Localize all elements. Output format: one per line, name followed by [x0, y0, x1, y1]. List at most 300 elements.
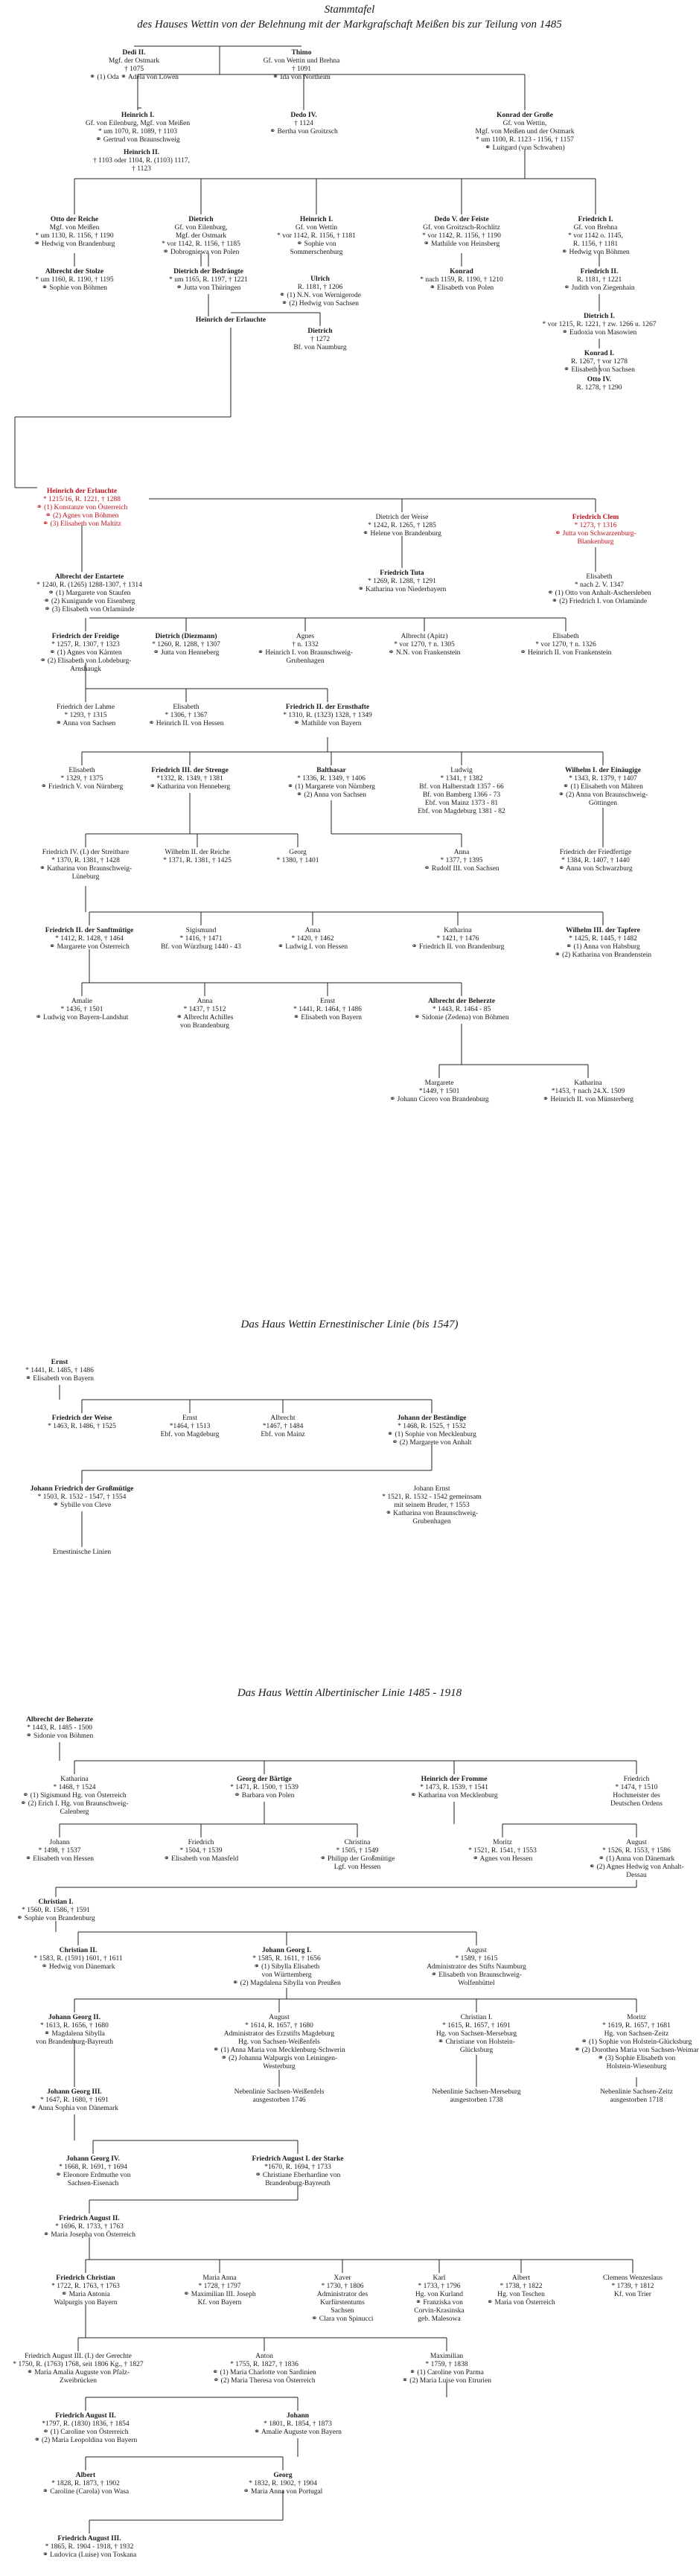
person-detail: Brandenburg-Bayreuth [265, 2180, 331, 2187]
person-detail: ⚭ Dobrogniewa von Polen [162, 249, 240, 256]
person-detail: ⚭ (1) Sophie von Mecklenburg [387, 1431, 476, 1438]
person-detail: * 1416, † 1471 [179, 935, 223, 943]
person-detail: * 1306, † 1367 [165, 712, 208, 719]
person-detail: * 1336, R. 1349, † 1406 [297, 775, 366, 782]
person-detail: * 1341, † 1382 [440, 775, 483, 782]
person-detail: Johann Ernst [413, 1485, 450, 1493]
person-detail: Kf. von Trier [614, 2291, 651, 2298]
person-detail: * um 1070, R. 1089, † 1103 [98, 128, 177, 136]
person-detail: geb. Malesowa [418, 2315, 461, 2323]
person-detail: R. 1278, † 1290 [576, 384, 622, 392]
person-name: Johann Georg I. [261, 1947, 312, 1954]
person-name: Konrad I. [584, 350, 615, 357]
person-name: Konrad der Große [497, 112, 553, 119]
person-name: Dietrich der Bedrängte [173, 268, 243, 275]
person-name: Georg der Bärtige [237, 1776, 292, 1783]
person-name: Friedrich Tuta [380, 570, 424, 577]
person-name: Thimo [291, 49, 312, 57]
person-detail: Hg. von Sachsen-Merseburg [435, 2030, 517, 2038]
person-wilhelm-einaeug [558, 767, 648, 808]
person-e-johann-best [387, 1415, 476, 1447]
person-detail: ⚭ Albrecht Achilles [176, 1014, 234, 1021]
person-detail: Bf. von Naumburg [293, 344, 347, 351]
person-detail: * 1738, † 1822 [499, 2283, 543, 2290]
person-detail: * 1380, † 1401 [276, 857, 319, 864]
person-detail: * nach 1159, R. 1190, † 1210 [420, 276, 503, 284]
person-detail: * 1750, R. (1763) 1768, seit 1806 Kg., † 1827 [13, 2361, 144, 2368]
person-friedrich3-str [150, 767, 230, 791]
person-friedrich-clem [555, 514, 636, 546]
person-a-albert-k [42, 2472, 129, 2496]
person-name: Dietrich (Diezmann) [155, 633, 217, 640]
person-detail: Sachsen [331, 2307, 354, 2315]
person-detail: ⚭ (2) Hedwig von Sachsen [281, 300, 359, 307]
person-detail: ⚭ Christiane von Holstein- [438, 2038, 515, 2046]
person-albrecht-stolze [35, 268, 113, 293]
person-detail: Nebenlinie Sachsen-Zeitz [600, 2088, 673, 2096]
person-detail: ⚭ Maximilian III. Joseph [183, 2291, 256, 2298]
person-detail: ⚭ Ludwig I. von Hessen [277, 943, 348, 951]
person-detail: * 1647, R. 1680, † 1691 [40, 2097, 109, 2104]
person-detail: * 1730, † 1806 [321, 2283, 364, 2290]
person-detail: Ebf. von Mainz 1373 - 81 [424, 800, 499, 807]
person-detail: ⚭ Maria Antonia [61, 2291, 110, 2298]
person-name: Friedrich II. der Ernsthafte [285, 704, 370, 711]
person-detail: * 1269, R. 1288, † 1291 [368, 578, 436, 585]
person-elisabeth-fr [148, 704, 223, 728]
person-detail: ⚭ Barbara von Polen [234, 1792, 295, 1799]
person-detail: * vor 1215, R. 1221, † zw. 1266 u. 1267 [542, 321, 657, 328]
person-a-johann-k [254, 2412, 342, 2437]
person-dietrich-eil [162, 216, 240, 257]
person-detail: Hg. von Teschen [497, 2291, 545, 2298]
person-a-friedrich-august1 [252, 2155, 343, 2188]
person-detail: * 1521, R. 1532 - 1542 gemeinsam [382, 1493, 482, 1501]
person-detail: * 1377, † 1395 [440, 857, 483, 864]
person-detail: Gf. von Brehna [573, 224, 618, 232]
person-detail: ⚭ (2) Agnes Hedwig von Anhalt- [589, 1864, 684, 1871]
person-detail: Friedrich [623, 1776, 650, 1783]
person-detail: * vor 1142, R. 1156, † 1190 [422, 232, 501, 240]
person-detail: * vor 1142 o. 1145, [568, 232, 623, 240]
person-detail: ⚭ (1) Sophie von Holstein-Glücksburg [581, 2038, 692, 2046]
person-detail: ⚭ Elisabeth von Braunschweig- [430, 1971, 523, 1979]
person-balthasar [287, 767, 375, 800]
person-name: Wilhelm III. der Tapfere [566, 927, 640, 934]
person-detail: * 1733, † 1796 [418, 2283, 461, 2290]
person-detail: Wilhelm II. der Reiche [165, 849, 230, 856]
person-detail: ⚭ Ludwig von Bayern-Landshut [35, 1014, 129, 1021]
person-detail: ⚭ (2) Elisabeth von Lobdeburg- [39, 657, 132, 665]
person-a-friedrich2 [164, 1839, 239, 1864]
person-a-johann-georg4 [55, 2155, 130, 2188]
person-a-fa5 [42, 2535, 136, 2560]
person-detail: ⚭ Katharina von Braunschweig- [385, 1510, 479, 1517]
person-detail: Sigismund [185, 927, 217, 934]
person-a-johann [25, 1839, 94, 1864]
person-a-moritz [468, 1839, 537, 1864]
person-detail: Arnshaugk [70, 666, 101, 673]
person-detail: Wolfenbüttel [458, 1980, 495, 1987]
person-detail: ⚭ Mathilde von Bayern [293, 720, 362, 727]
person-detail: * 1474, † 1510 [615, 1784, 658, 1791]
person-detail: * 1425, R. 1445, † 1482 [569, 935, 637, 943]
person-detail: * vor 1142, R. 1156, † 1185 [162, 240, 240, 248]
person-detail: ⚭ N.N. von Frankenstein [388, 649, 461, 657]
person-detail: ⚭ (2) Erich I. Hg. von Braunschweig- [20, 1800, 129, 1808]
person-detail: ⚭ Elisabeth von Bayern [293, 1014, 363, 1021]
person-detail: * nach 2. V. 1347 [574, 581, 625, 589]
person-ernst-s [293, 998, 362, 1022]
person-detail: Elisabeth [68, 767, 95, 774]
person-detail: * 1384, R. 1407, † 1440 [561, 857, 630, 864]
person-detail: Lüneburg [71, 873, 100, 881]
person-a-fa3 [13, 2353, 143, 2385]
person-name: Friedrich August III. [57, 2535, 121, 2542]
person-detail: ⚭ (3) Elisabeth von Maltitz [42, 520, 121, 528]
person-detail: * 1441, R. 1464, † 1486 [293, 1006, 362, 1013]
person-detail: ⚭ Maria Josepha von Österreich [42, 2231, 136, 2239]
person-name: Friedrich der Weise [51, 1415, 112, 1422]
person-name: Ulrich [310, 275, 330, 283]
person-detail: ⚭ (1) Sigismund Hg. von Österreich [22, 1792, 127, 1799]
person-name: Johann der Beständige [397, 1415, 467, 1422]
person-detail: ⚭ Hedwig von Brandenburg [33, 240, 115, 248]
person-a-johann-georg1 [232, 1947, 340, 1988]
person-name: Friedrich III. der Strenge [151, 767, 229, 774]
person-detail: ⚭ Jutta von Henneberg [153, 649, 220, 657]
person-friedrich-lahme [56, 704, 116, 728]
person-detail: Zweibrücken [59, 2377, 98, 2385]
person-heinrich-erl [196, 316, 266, 325]
person-detail: R. 1181, † 1206 [297, 284, 343, 291]
person-detail: ⚭ Ida von Northeim [272, 74, 331, 81]
person-name: Dietrich [188, 216, 214, 223]
person-detail: ⚭ (2) Anna von Sachsen [296, 791, 366, 799]
person-detail: ⚭ (1) N.N. von Wernigerode [279, 292, 361, 299]
person-detail: * um 1130, R. 1156, † 1190 [35, 232, 114, 240]
person-detail: Ludwig [450, 767, 473, 774]
person-detail: *1332, R. 1349, † 1381 [156, 775, 223, 782]
person-detail: R. 1181, † 1221 [576, 276, 622, 284]
person-detail: ⚭ Franziska von [415, 2299, 463, 2306]
person-name: Johann Georg II. [48, 2014, 100, 2021]
person-name: Friedrich I. [578, 216, 613, 223]
person-friedrich-tuta [358, 570, 446, 594]
person-detail: Elisabeth [552, 633, 579, 640]
person-a-fa4 [34, 2412, 138, 2445]
person-a-johann-georg3 [31, 2088, 118, 2113]
person-detail: Administrator des Erzstifts Magdeburg [223, 2030, 335, 2038]
person-detail: Sommerschenburg [290, 249, 343, 256]
person-detail: Georg [289, 849, 307, 856]
person-detail: Blankenburg [577, 538, 614, 546]
person-name: Albrecht der Beherzte [428, 998, 495, 1005]
person-a-maximilian [402, 2353, 491, 2385]
person-detail: * 1560, R. 1586, † 1591 [22, 1907, 90, 1914]
person-detail: * 1443, R. 1485 - 1500 [27, 1724, 92, 1732]
person-detail: ⚭ (2) Dorothea Maria von Sachsen-Weimar [574, 2047, 699, 2054]
person-name: Otto IV. [587, 376, 612, 383]
person-detail: ⚭ Agnes von Hessen [472, 1855, 533, 1863]
person-ludwig [418, 767, 505, 816]
person-detail: Holstein-Wiesenburg [606, 2063, 667, 2070]
person-detail: * um 1165, R. 1197, † 1221 [169, 276, 248, 284]
person-dietrich-weise [363, 514, 441, 538]
person-detail: ⚭ (1) Caroline von Parma [409, 2369, 484, 2376]
person-detail: ⚭ (1) Otto von Anhalt-Aschersleben [547, 590, 651, 597]
person-friedrich-freidige [40, 633, 132, 674]
person-detail: ⚭ Sidonie von Böhmen [25, 1732, 94, 1740]
person-otto-reiche [34, 216, 115, 249]
person-name: Christian I. [38, 1898, 74, 1906]
person-detail: * 1273, † 1316 [574, 522, 617, 529]
person-detail: * 1722, R. 1763, † 1763 [51, 2283, 120, 2290]
person-detail: Elisabeth [173, 704, 200, 711]
person-a-friedrich [610, 1776, 663, 1808]
person-name: Heinrich der Erlauchte [195, 316, 266, 324]
person-detail: von Württemberg [261, 1971, 312, 1979]
person-detail: Mgf. der Ostmark [175, 232, 227, 240]
person-e-ernst [25, 1359, 94, 1383]
person-detail: Gf. von Wettin [295, 224, 338, 232]
person-detail: * 1503, R. 1532 - 1547, † 1554 [37, 1493, 127, 1501]
person-detail: Hg. von Sachsen-Weißenfels [238, 2038, 320, 2046]
person-detail: ⚭ (3) Sophie Elisabeth von [597, 2055, 676, 2062]
person-name: Georg [273, 2472, 293, 2479]
person-detail: Anna [304, 927, 321, 934]
person-detail: August [626, 1839, 647, 1846]
person-detail: ⚭ Hedwig von Böhmen [561, 249, 630, 256]
person-detail: Albrecht (Apitz) [400, 633, 448, 640]
person-name: Christian II. [59, 1947, 98, 1954]
person-a-clemens [603, 2274, 663, 2299]
person-detail: ⚭ (2) Magdalena Sibylla von Preußen [232, 1980, 341, 1987]
person-detail: Amalie [71, 998, 92, 1005]
person-name: Johann Georg III. [47, 2088, 102, 2096]
person-detail: Göttingen [588, 800, 617, 807]
person-detail: ⚭ Katharina von Braunschweig- [39, 865, 133, 873]
person-detail: ⚭ (1) Margarete von Staufen [48, 590, 131, 597]
person-detail: Mgf. von Meißen und der Ostmark [475, 128, 575, 136]
person-detail: Clemens Wenzeslaus [602, 2274, 663, 2282]
person-detail: ⚭ Katharina von Henneberg [149, 783, 231, 791]
person-detail: * 1865, R. 1904 - 1918, † 1932 [45, 2543, 134, 2551]
person-detail: * 1832, R. 1902, † 1904 [249, 2480, 317, 2487]
person-a-katharina [20, 1776, 128, 1817]
person-detail: von Brandenburg-Bayreuth [35, 2038, 114, 2046]
person-detail: Ebf. von Mainz [261, 1431, 305, 1438]
person-detail: ⚭ (1) Anna von Dänemark [598, 1855, 675, 1863]
person-detail: Hg. von Kurland [415, 2291, 464, 2298]
person-detail: Maria Anna [202, 2274, 237, 2282]
person-detail: ⚭ Anna von Sachsen [55, 720, 116, 727]
person-detail: ausgestorben 1746 [252, 2097, 306, 2104]
person-heinrich1 [86, 112, 190, 144]
person-detail: Gf. von Wettin, [502, 120, 547, 127]
person-detail: * 1526, R. 1553, † 1586 [602, 1847, 671, 1855]
person-detail: Anna [197, 998, 213, 1005]
person-thimo [264, 49, 340, 82]
person-detail: Friedrich IV. (I.) der Streitbare [42, 849, 130, 856]
person-detail: * 1310, R. (1323) 1328, † 1349 [283, 712, 372, 719]
person-detail: Westerburg [263, 2063, 296, 2070]
person-detail: von Brandenburg [179, 1022, 230, 1030]
person-detail: * 1436, † 1501 [60, 1006, 103, 1013]
person-detail: Nebenlinie Sachsen-Merseburg [432, 2088, 521, 2096]
person-detail: ⚭ Maria Amalia Auguste von Pfalz- [26, 2369, 130, 2376]
person-detail: R. 1267, † vor 1278 [570, 358, 628, 366]
person-detail: Ebf. von Magdeburg [160, 1431, 220, 1438]
person-detail: * 1242, R. 1265, † 1285 [368, 522, 436, 529]
person-detail: * vor 1270, † n. 1305 [394, 641, 455, 648]
person-detail: ⚭ (1) Konstanze von Österreich [36, 504, 128, 511]
person-detail: ⚭ Hedwig von Dänemark [41, 1963, 115, 1971]
person-detail: ⚭ Eudoxia von Masowien [561, 329, 637, 337]
person-detail: August [466, 1947, 487, 1954]
person-detail: ⚭ Katharina von Mecklenburg [410, 1792, 498, 1799]
person-detail: * 1728, † 1797 [198, 2283, 241, 2290]
person-detail: Agnes [296, 633, 315, 640]
person-detail: Xaver [333, 2274, 351, 2282]
person-heinrich1w [277, 216, 356, 257]
person-detail: * 1755, R. 1827, † 1836 [230, 2361, 299, 2368]
person-name: Friedrich der Freidige [51, 633, 120, 640]
person-detail: Moritz [627, 2014, 646, 2021]
person-otto4 [577, 376, 622, 392]
person-name: Dedo IV. [290, 112, 317, 119]
person-detail: Ernestinische Linien [52, 1549, 112, 1556]
person-dietrich-bedr [169, 268, 248, 293]
person-detail: Bf. von Würzburg 1440 - 43 [161, 943, 241, 951]
person-detail: ⚭ (2) Agnes von Böhmen [45, 512, 119, 520]
person-detail: ⚭ (1) Oda ⚭ Adela von Löwen [89, 74, 179, 81]
person-detail: Administrator des [316, 2291, 368, 2298]
person-detail: Dietrich der Weise [375, 514, 429, 521]
person-name: Friedrich August II. [59, 2215, 120, 2222]
person-elisabeth-cl [547, 573, 651, 606]
person-name: Otto der Reiche [50, 216, 99, 223]
person-amalie [36, 998, 129, 1022]
person-dedo5 [422, 216, 501, 249]
person-margarete-w [389, 1080, 488, 1104]
person-detail: * 1463, R. 1486, † 1525 [48, 1423, 116, 1430]
person-name: Konrad [450, 268, 473, 275]
person-detail: Calenberg [60, 1808, 89, 1816]
person-detail: Friedrich [188, 1839, 214, 1846]
person-detail: ⚭ Eleonore Erdmuthe von [55, 2172, 131, 2179]
person-anna-fr [278, 927, 348, 951]
person-detail: * 1293, † 1315 [64, 712, 107, 719]
person-name: Heinrich I. [299, 216, 333, 223]
person-detail: ⚭ (1) Caroline von Österreich [42, 2429, 129, 2436]
person-name: Friedrich August I. der Starke [252, 2155, 344, 2163]
person-detail: Katharina [444, 927, 472, 934]
person-detail: ⚭ (2) Kunigunde von Eisenberg [43, 598, 135, 605]
person-detail: ⚭ Gertrud von Braunschweig [95, 136, 180, 144]
person-name: Johann Georg IV. [66, 2155, 120, 2163]
person-detail: Bf. von Bamberg 1366 - 73 [422, 791, 501, 799]
person-detail: * 1260, R. 1288, † 1307 [152, 641, 220, 648]
person-detail: ⚭ (1) Anna Maria von Mecklenburg-Schwerin [213, 2047, 345, 2054]
person-name: Johann Friedrich der Großmütige [30, 1485, 134, 1493]
person-name: Friedrich August II. [55, 2412, 116, 2420]
person-detail: ⚭ Maria von Österreich [487, 2299, 555, 2306]
person-detail: ⚭ (1) Anna von Habsburg [566, 943, 640, 951]
person-detail: * 1468, R. 1525, † 1532 [398, 1423, 466, 1430]
person-detail: Kurfürstentums [320, 2299, 365, 2306]
person-sigismund [161, 927, 241, 951]
person-a-weissenfels [234, 2088, 325, 2105]
person-friedrich2-sanft [45, 927, 134, 951]
person-a-christina [320, 1839, 395, 1872]
person-detail: * 1504, † 1539 [179, 1847, 223, 1855]
person-name: Friedrich Clem [572, 514, 619, 521]
title-albertine-line: Das Haus Wettin Albertinischer Linie 1485 - 1918 [237, 1687, 462, 1699]
person-detail: Elisabeth [586, 573, 613, 581]
person-detail: ⚭ Caroline (Carola) von Wasa [42, 2488, 130, 2496]
person-name: Albrecht der Stolze [45, 268, 104, 275]
person-detail: * 1615, R. 1657, † 1691 [442, 2022, 511, 2030]
person-name: Albrecht der Entartete [54, 573, 124, 581]
person-detail: * 1505, † 1549 [336, 1847, 379, 1855]
person-detail: * um 1100, R. 1123 - 1156, † 1157 [476, 136, 574, 144]
person-a-albrecht [26, 1716, 94, 1741]
person-detail: ⚭ (2) Katharina von Brandenstein [554, 951, 652, 959]
person-detail: ausgestorben 1738 [450, 2097, 503, 2104]
person-detail: Hochmeister des [613, 1792, 660, 1799]
person-albrecht-beh [414, 998, 508, 1022]
person-detail: Dessau [626, 1872, 647, 1879]
person-detail: * vor 1270, † n. 1326 [535, 641, 596, 648]
person-detail: * 1215/16, R. 1221, † 1288 [43, 496, 121, 503]
person-detail: † 1075 [124, 66, 144, 73]
person-detail: * 1585, R. 1611, † 1656 [252, 1955, 321, 1963]
person-detail: ⚭ Friedrich II. von Brandenburg [411, 943, 505, 951]
person-georg1 [277, 849, 319, 865]
person-detail: ⚭ Elisabeth von Hessen [25, 1855, 95, 1863]
person-detail: ⚭ Elisabeth von Mansfeld [163, 1855, 239, 1863]
person-detail: Margarete [424, 1080, 454, 1087]
person-friedrich-ernst [283, 704, 372, 728]
person-dietrich-diezmann [152, 633, 220, 657]
person-a-zeitz [600, 2088, 673, 2105]
person-detail: *1467, † 1484 [262, 1423, 304, 1430]
person-detail: ⚭ Heinrich I. von Braunschweig- [258, 649, 353, 657]
person-detail: * 1343, R. 1379, † 1407 [569, 775, 637, 782]
person-detail: Hg. von Sachsen-Zeitz [604, 2030, 669, 2038]
person-detail: Walpurgis von Bayern [54, 2299, 118, 2306]
person-agnes1 [258, 633, 353, 666]
person-detail: ⚭ Heinrich II. von Frankenstein [520, 649, 612, 657]
person-name: Albrecht der Beherzte [26, 1716, 93, 1724]
person-detail: * 1801, R. 1854, † 1873 [264, 2420, 332, 2428]
person-detail: * 1828, R. 1873, † 1902 [51, 2480, 120, 2487]
person-albrecht-ent [36, 573, 142, 614]
person-detail: ⚭ Sidonie (Zedena) von Böhmen [414, 1014, 509, 1021]
person-a-albert [487, 2274, 555, 2307]
person-detail: * 1420, † 1462 [291, 935, 334, 943]
person-a-friedrich-august2 [43, 2215, 135, 2239]
person-detail: ⚭ (3) Elisabeth von Orlamünde [44, 606, 135, 613]
person-detail: ⚭ Sophie von [296, 240, 336, 248]
person-detail: *1464, † 1513 [169, 1423, 211, 1430]
person-detail: mit seinem Bruder, † 1553 [394, 1502, 470, 1509]
person-detail: † 1091 [291, 66, 312, 73]
person-elisabeth-nb [41, 767, 124, 791]
person-detail: August [269, 2014, 290, 2021]
person-detail: Corvin-Krasinska [414, 2307, 465, 2315]
